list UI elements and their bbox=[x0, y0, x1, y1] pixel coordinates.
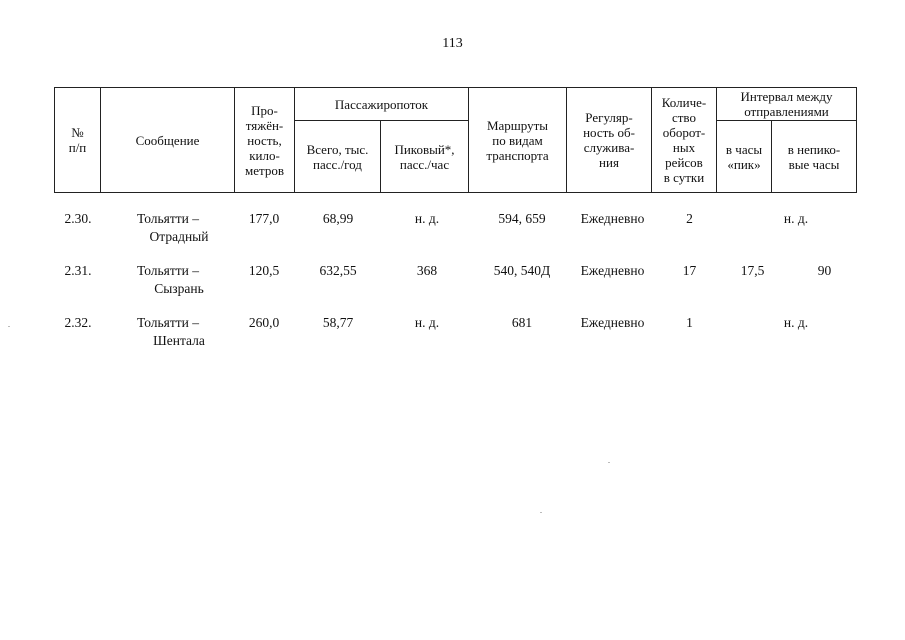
header-interval-peak: в часы «пик» bbox=[717, 121, 772, 193]
header-interval-offpeak: в непико- вые часы bbox=[772, 121, 857, 193]
header-length: Про- тяжён- ность, кило- метров bbox=[235, 88, 295, 193]
row-routes: 681 bbox=[511, 315, 533, 330]
row-connection: Тольятти – Сызрань bbox=[136, 263, 204, 296]
row-connection: Тольятти – Шентала bbox=[136, 315, 205, 348]
row-interval: н. д. bbox=[783, 315, 809, 330]
header-trips: Количе- ство оборот- ных рейсов в сутки bbox=[652, 88, 717, 193]
row-length: 120,5 bbox=[248, 263, 280, 278]
row-routes: 594, 659 bbox=[498, 211, 546, 226]
row-trips: 1 bbox=[686, 315, 693, 330]
row-regularity: Ежедневно bbox=[580, 211, 645, 226]
row-peak: 368 bbox=[416, 263, 438, 278]
scan-speck bbox=[608, 462, 610, 463]
row-trips: 17 bbox=[682, 263, 697, 278]
row-total: 632,55 bbox=[319, 263, 357, 278]
header-routes: Маршруты по видам транспорта bbox=[469, 88, 567, 193]
table-header bbox=[54, 87, 857, 193]
row-num: 2.32. bbox=[64, 315, 92, 330]
row-trips: 2 bbox=[686, 211, 693, 226]
row-interval: н. д. bbox=[783, 211, 809, 226]
row-routes: 540, 540Д bbox=[493, 263, 551, 278]
scan-speck bbox=[540, 512, 542, 513]
row-connection: Тольятти – Отрадный bbox=[136, 211, 209, 244]
page-number: 113 bbox=[442, 36, 463, 51]
row-length: 260,0 bbox=[248, 315, 280, 330]
row-peak: н. д. bbox=[414, 315, 440, 330]
table-row bbox=[0, 314, 905, 354]
row-total: 68,99 bbox=[322, 211, 354, 226]
row-interval-peak: 17,5 bbox=[740, 263, 765, 278]
header-connection: Сообщение bbox=[101, 88, 235, 193]
header-total: Всего, тыс. пасс./год bbox=[295, 121, 381, 193]
row-regularity: Ежедневно bbox=[580, 315, 645, 330]
row-num: 2.30. bbox=[64, 211, 92, 226]
scan-speck bbox=[8, 326, 10, 327]
row-peak: н. д. bbox=[414, 211, 440, 226]
header-num: № п/п bbox=[55, 88, 101, 193]
row-interval-offpeak: 90 bbox=[817, 263, 832, 278]
header-interval: Интервал между отправлениями bbox=[717, 88, 857, 121]
header-regularity: Регуляр- ность об- служива- ния bbox=[567, 88, 652, 193]
header-peak: Пиковый*, пасс./час bbox=[381, 121, 469, 193]
row-total: 58,77 bbox=[322, 315, 354, 330]
row-regularity: Ежедневно bbox=[580, 263, 645, 278]
row-num: 2.31. bbox=[64, 263, 92, 278]
row-length: 177,0 bbox=[248, 211, 280, 226]
table-row bbox=[0, 262, 905, 302]
header-passenger-flow: Пассажиропоток bbox=[295, 88, 469, 121]
table-row bbox=[0, 210, 905, 250]
